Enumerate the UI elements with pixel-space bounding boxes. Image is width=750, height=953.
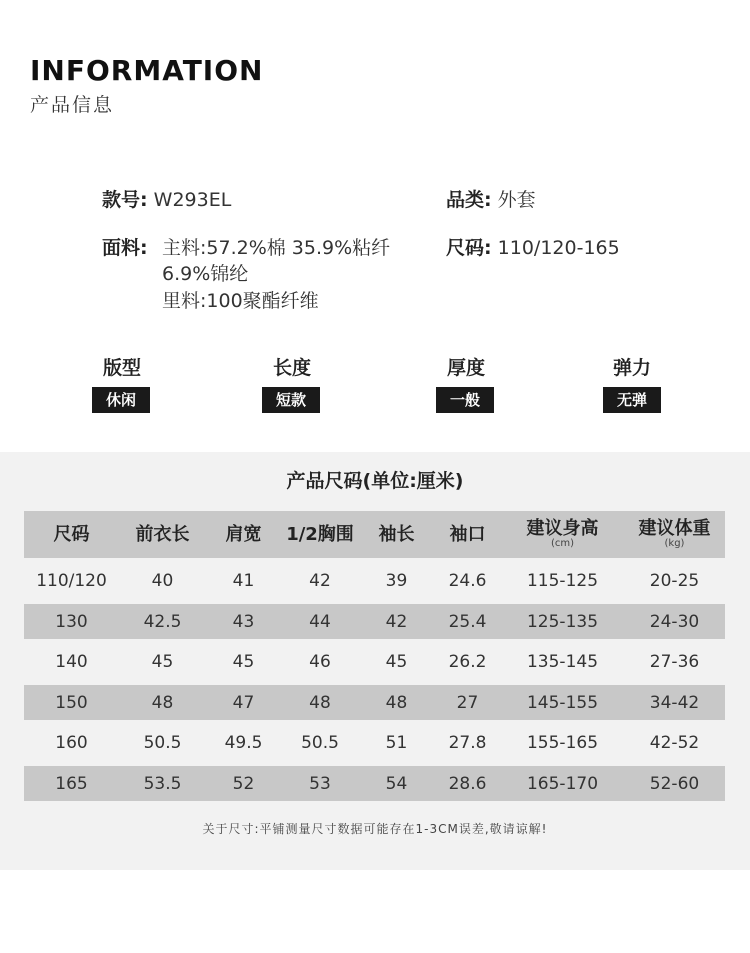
table-cell: 46 (281, 639, 359, 685)
table-cell: 42 (359, 604, 434, 639)
table-cell: 48 (359, 685, 434, 720)
size-range (446, 233, 620, 260)
header-front-length: 前衣长 (119, 511, 206, 558)
table-cell: 45 (206, 639, 281, 685)
attr-thickness-label: 厚度 (446, 357, 485, 379)
table-cell: 52-60 (624, 766, 725, 801)
table-cell: 140 (24, 639, 119, 685)
table-cell: 51 (359, 720, 434, 766)
table-cell: 34-42 (624, 685, 725, 720)
table-row (24, 720, 725, 766)
category (446, 185, 536, 212)
table-cell: 50.5 (281, 720, 359, 766)
table-cell: 24.6 (434, 558, 501, 604)
attr-elasticity-badge: 无弹 (603, 387, 661, 413)
attr-fit-label: 版型 (102, 357, 141, 379)
table-cell: 53 (281, 766, 359, 801)
table-cell: 125-135 (501, 604, 624, 639)
table-cell: 48 (119, 685, 206, 720)
table-cell: 26.2 (434, 639, 501, 685)
measurement-note: 关于尺寸:平铺测量尺寸数据可能存在1-3CM误差,敬请谅解! (202, 822, 548, 836)
header-half-chest: 1/2胸围 (281, 511, 359, 558)
table-cell: 45 (119, 639, 206, 685)
table-cell: 20-25 (624, 558, 725, 604)
table-cell: 42-52 (624, 720, 725, 766)
header-cuff: 袖口 (434, 511, 501, 558)
header-weight-unit: (kg) (664, 538, 685, 549)
style-number-value: W293EL (153, 189, 232, 211)
table-cell: 27.8 (434, 720, 501, 766)
header-shoulder: 肩宽 (206, 511, 281, 558)
table-cell: 27-36 (624, 639, 725, 685)
style-number-label: 款号: (102, 189, 148, 211)
table-cell: 49.5 (206, 720, 281, 766)
header-height-unit: (cm) (550, 538, 575, 549)
table-row (24, 639, 725, 685)
table-cell: 41 (206, 558, 281, 604)
fabric-line-3: 里料:100聚酯纤维 (162, 290, 319, 312)
title-english: INFORMATION (30, 54, 264, 87)
table-cell: 28.6 (434, 766, 501, 801)
table-cell: 43 (206, 604, 281, 639)
size-range-label: 尺码: (446, 237, 492, 259)
size-chart-table (24, 511, 725, 801)
table-cell: 50.5 (119, 720, 206, 766)
table-cell: 145-155 (501, 685, 624, 720)
table-cell: 110/120 (24, 558, 119, 604)
table-cell: 42 (281, 558, 359, 604)
table-cell: 25.4 (434, 604, 501, 639)
size-chart-title: 产品尺码(单位:厘米) (286, 470, 464, 492)
fabric (102, 233, 148, 260)
table-cell: 40 (119, 558, 206, 604)
size-chart-header-row (24, 511, 725, 558)
category-value: 外套 (497, 189, 536, 211)
attr-fit-badge: 休闲 (92, 387, 150, 413)
table-cell: 45 (359, 639, 434, 685)
header-size: 尺码 (24, 511, 119, 558)
table-cell: 165 (24, 766, 119, 801)
table-cell: 165-170 (501, 766, 624, 801)
table-cell: 160 (24, 720, 119, 766)
size-range-value: 110/120-165 (497, 237, 620, 259)
title-chinese: 产品信息 (30, 94, 115, 116)
table-row (24, 685, 725, 720)
table-cell: 48 (281, 685, 359, 720)
table-cell: 52 (206, 766, 281, 801)
table-cell: 53.5 (119, 766, 206, 801)
header-height: 建议身高 (cm) (501, 511, 624, 558)
attr-thickness-badge: 一般 (436, 387, 494, 413)
attr-length-label: 长度 (272, 357, 311, 379)
table-cell: 150 (24, 685, 119, 720)
table-cell: 130 (24, 604, 119, 639)
fabric-label: 面料: (102, 237, 148, 259)
table-cell: 155-165 (501, 720, 624, 766)
table-cell: 24-30 (624, 604, 725, 639)
table-row (24, 604, 725, 639)
attr-elasticity-label: 弹力 (612, 357, 651, 379)
table-cell: 47 (206, 685, 281, 720)
style-number (102, 185, 231, 212)
table-cell: 39 (359, 558, 434, 604)
fabric-line-2: 6.9%锦纶 (162, 263, 249, 285)
header-weight: 建议体重 (kg) (624, 511, 725, 558)
header-sleeve-length: 袖长 (359, 511, 434, 558)
fabric-line-1: 主料:57.2%棉 35.9%粘纤 (162, 237, 391, 259)
table-row (24, 766, 725, 801)
table-row (24, 558, 725, 604)
category-label: 品类: (446, 189, 492, 211)
table-cell: 27 (434, 685, 501, 720)
table-cell: 135-145 (501, 639, 624, 685)
table-cell: 115-125 (501, 558, 624, 604)
table-cell: 42.5 (119, 604, 206, 639)
attr-length-badge: 短款 (262, 387, 320, 413)
table-cell: 54 (359, 766, 434, 801)
table-cell: 44 (281, 604, 359, 639)
